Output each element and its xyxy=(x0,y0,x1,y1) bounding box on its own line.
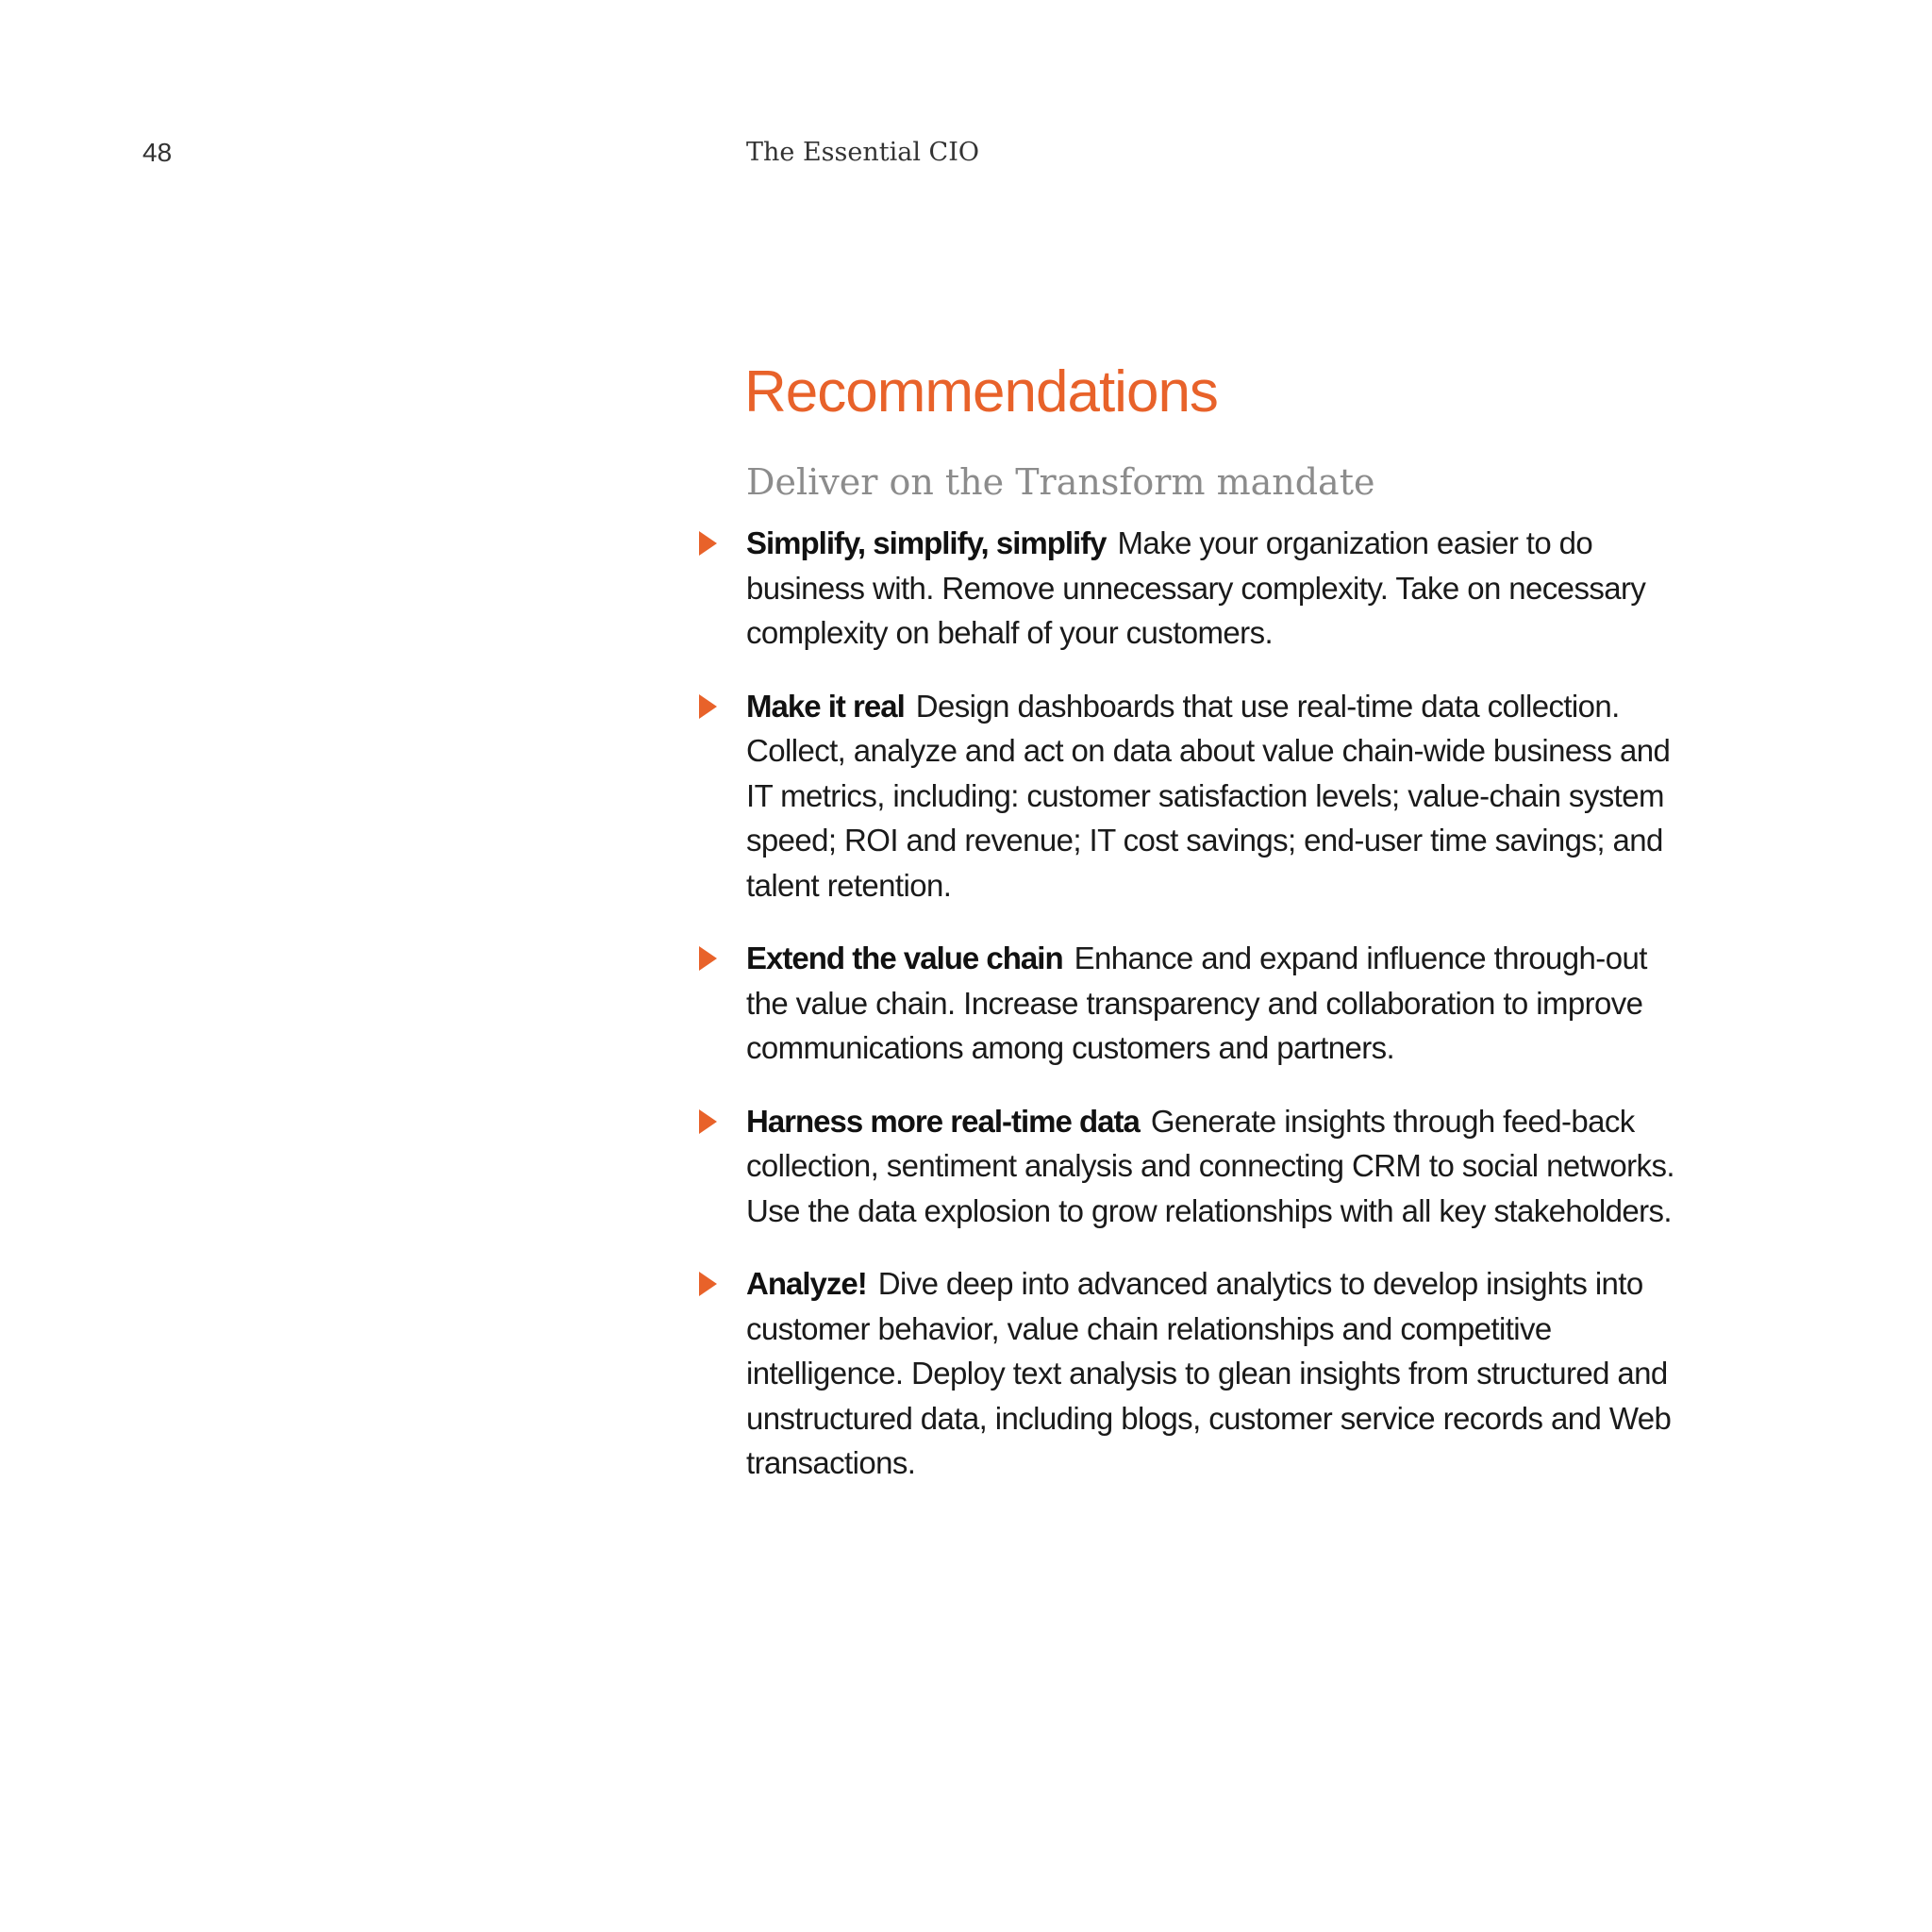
running-header: The Essential CIO xyxy=(746,138,980,167)
orange-triangle-bullet-icon xyxy=(699,946,717,971)
recommendation-extend-value-chain xyxy=(746,936,1690,1071)
orange-triangle-bullet-icon xyxy=(699,1272,717,1296)
recommendation-simplify xyxy=(746,521,1690,656)
recommendation-analyze xyxy=(746,1261,1690,1486)
recommendation-harness-data xyxy=(746,1099,1690,1234)
page-number: 48 xyxy=(142,138,173,167)
recommendation-heading: Extend the value chain xyxy=(746,941,1063,975)
recommendation-heading: Harness more real-time data xyxy=(746,1103,1140,1139)
orange-triangle-bullet-icon xyxy=(699,1109,717,1134)
recommendation-body: Dive deep into advanced analytics to develop insights into customer behavior, value chain relationships and competitive intelligence. Deploy text analysis to glean insights from structured and unstructured data, including blogs, customer service records and Web transactions. xyxy=(746,1266,1672,1480)
recommendation-body: Generate insights through feed-back collection, sentiment analysis and connecting CRM to social networks. Use the data explosion to grow relationships with all key stakeholders. xyxy=(746,1103,1674,1228)
section-subtitle: Deliver on the Transform mandate xyxy=(746,461,1375,503)
recommendation-heading: Analyze! xyxy=(746,1266,867,1301)
recommendation-heading: Simplify, simplify, simplify xyxy=(746,525,1107,560)
page-title: Recommendations xyxy=(744,359,1218,425)
recommendation-heading: Make it real xyxy=(746,688,905,724)
recommendation-make-it-real xyxy=(746,684,1690,908)
recommendation-list xyxy=(746,521,1690,1514)
recommendation-body: Design dashboards that use real-time data collection. Collect, analyze and act on data about value chain-wide business and IT metrics, including: customer satisfaction levels; value-chain system speed; ROI and revenue; IT cost savings; end-user time savings; and talent retention. xyxy=(746,688,1671,903)
orange-triangle-bullet-icon xyxy=(699,694,717,719)
recommendation-body: Enhance and expand influence through-out the value chain. Increase transparency and collaboration to improve communications among customers and partners. xyxy=(746,941,1647,1065)
recommendation-body: Make your organization easier to do business with. Remove unnecessary complexity. Take on necessary complexity on behalf of your customers. xyxy=(746,525,1646,650)
orange-triangle-bullet-icon xyxy=(699,531,717,556)
